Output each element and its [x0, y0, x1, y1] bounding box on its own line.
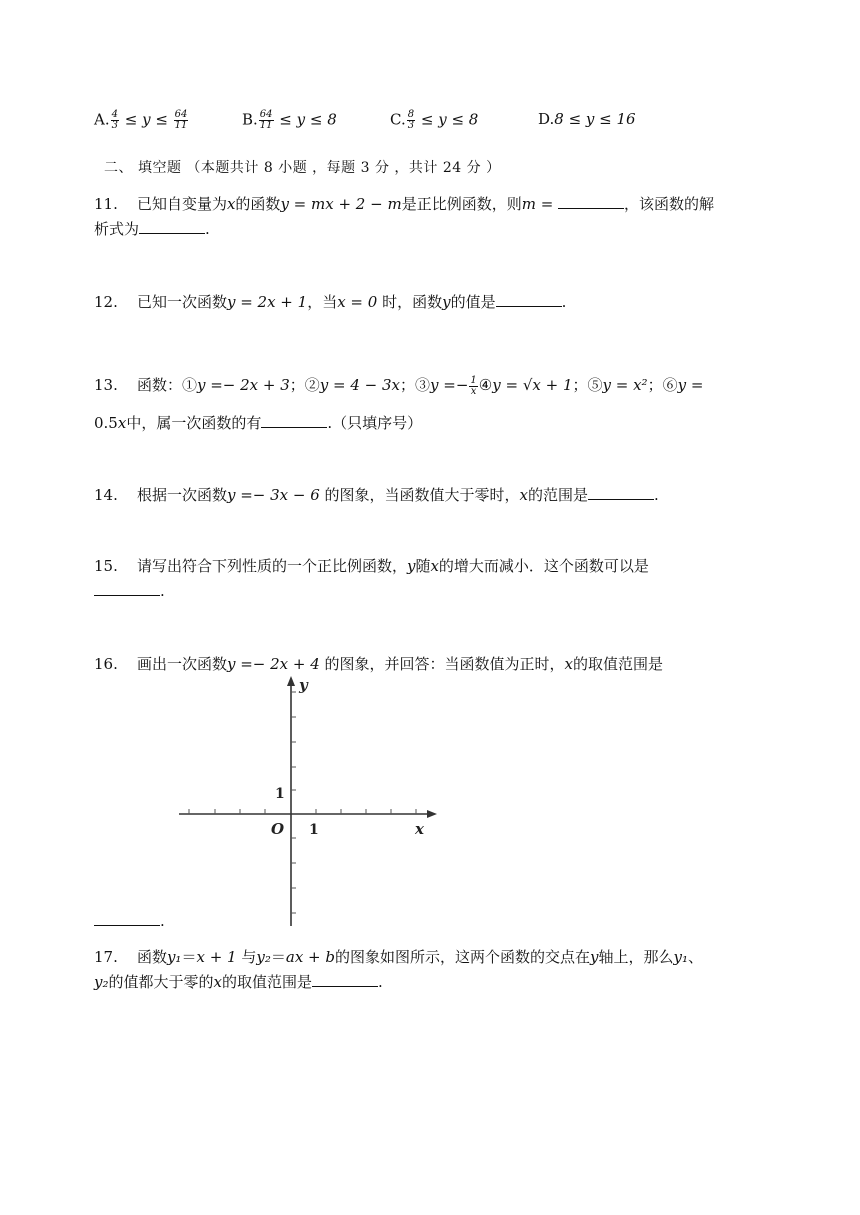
- q13-text: 0.5: [94, 414, 118, 432]
- q11-number: 11.: [94, 195, 118, 213]
- x-axis-arrow: [427, 810, 437, 818]
- q14-number: 14.: [94, 486, 118, 504]
- option-c-frac: $\frac{8}{3}$: [407, 109, 415, 131]
- q16-answer-blank[interactable]: [94, 911, 160, 926]
- q14-text: .: [654, 486, 659, 504]
- q12-math: y: [442, 293, 451, 311]
- option-d: [538, 110, 636, 128]
- q11-math: x: [226, 195, 236, 213]
- q15-text: .: [160, 582, 165, 600]
- option-c: [390, 110, 478, 131]
- option-a-mid: ≤ y ≤: [119, 110, 173, 129]
- q17-text: .: [378, 973, 383, 991]
- q17-math: y₂: [256, 948, 271, 966]
- q11-text: 已知自变量为: [136, 195, 227, 213]
- q17-text: 的取值范围是: [221, 973, 312, 991]
- q17-text: 、: [688, 948, 704, 966]
- y-tick-label-1: 1: [275, 786, 285, 802]
- q15-math: x: [430, 557, 439, 575]
- option-c-rest: ≤ y ≤ 8: [416, 110, 479, 129]
- q11-math: m =: [521, 195, 559, 213]
- question-13: [94, 373, 800, 397]
- q17-text: 轴上，那么: [598, 948, 674, 966]
- q16-number: 16.: [94, 655, 118, 673]
- q16-math: x: [564, 655, 574, 673]
- question-16-line2: [94, 909, 800, 933]
- q13-text: .（只填序号）: [327, 414, 423, 432]
- option-a-frac2: $\frac{64}{11}$: [174, 109, 188, 131]
- option-b-letter: B.: [242, 110, 258, 129]
- q12-math: y = 2x + 1: [226, 293, 308, 311]
- q13-math: y = √x + 1: [492, 376, 573, 394]
- q14-text: 的图象，当函数值大于零时，: [319, 486, 520, 504]
- q17-number: 17.: [94, 948, 118, 966]
- q13-math: y = x²: [602, 376, 648, 394]
- q11-text: ，该函数的解: [624, 195, 715, 213]
- q11-math: y = mx + 2 − m: [280, 195, 402, 213]
- question-17-line2: [94, 970, 800, 994]
- q11-answer-blank-2[interactable]: [139, 219, 205, 234]
- q17-text: 的图象如图所示，这两个函数的交点在: [334, 948, 590, 966]
- q17-answer-blank[interactable]: [312, 972, 378, 987]
- q12-text: 时，函数: [377, 293, 443, 311]
- option-a-frac: $\frac{4}{3}$: [111, 109, 118, 131]
- q13-number: 13.: [94, 376, 118, 394]
- q13-text: ④: [478, 376, 493, 394]
- q13-text: ；②: [289, 376, 320, 394]
- q13-math: y = 4 − 3x: [319, 376, 401, 394]
- x-tick-label-1: 1: [309, 822, 319, 838]
- q13-math: y =−: [430, 376, 469, 394]
- q14-text: 的范围是: [528, 486, 589, 504]
- option-d-rest: 8 ≤ y ≤ 16: [554, 110, 636, 128]
- q17-math: y₁: [166, 948, 182, 966]
- q12-number: 12.: [94, 293, 118, 311]
- option-d-letter: D.: [538, 110, 555, 128]
- q14-answer-blank[interactable]: [588, 485, 654, 500]
- q13-answer-blank[interactable]: [261, 413, 327, 428]
- q11-text: .: [205, 220, 210, 238]
- question-11: [94, 192, 800, 216]
- q16-text: 的图象，并回答：当函数值为正时，: [319, 655, 565, 673]
- q17-text: ＝: [270, 948, 286, 966]
- q17-math: ax + b: [285, 948, 335, 966]
- q17-text: 的值都大于零的: [108, 973, 214, 991]
- q17-math: y: [590, 948, 599, 966]
- q12-answer-blank[interactable]: [496, 292, 562, 307]
- coordinate-grid: [175, 672, 440, 932]
- q16-math: y =− 2x + 4: [226, 655, 320, 673]
- q11-text: 析式为: [94, 220, 140, 238]
- question-17: [94, 945, 800, 969]
- q13-math: y =: [677, 376, 704, 394]
- q13-text: 中，属一次函数的有: [126, 414, 262, 432]
- q17-math: y₂: [94, 973, 109, 991]
- q13-text: ；③: [400, 376, 431, 394]
- q14-math: y =− 3x − 6: [226, 486, 320, 504]
- option-c-letter: C.: [390, 110, 406, 129]
- question-11-line2: [94, 217, 800, 241]
- x-axis-label: x: [415, 820, 424, 838]
- q13-text: ；⑥: [647, 376, 678, 394]
- q15-math: y: [406, 557, 416, 575]
- option-b-frac: $\frac{64}{11}$: [259, 109, 273, 131]
- q16-text: .: [160, 912, 165, 930]
- option-a: [94, 110, 189, 131]
- q12-text: ，当: [307, 293, 338, 311]
- q14-math: x: [519, 486, 529, 504]
- q16-text: 的取值范围是: [573, 655, 664, 673]
- question-15: [94, 554, 800, 578]
- q12-text: 已知一次函数: [136, 293, 227, 311]
- q12-text: .: [561, 293, 567, 311]
- q13-math: y =− 2x + 3: [196, 376, 290, 394]
- q17-math: x + 1: [196, 948, 237, 966]
- q12-math: x = 0: [337, 293, 378, 311]
- question-12: [94, 290, 800, 314]
- q17-text: ＝: [181, 948, 197, 966]
- q13-frac: $\frac{1}{x}$: [470, 374, 477, 397]
- q15-text: 的增大而减小．这个函数可以是: [438, 557, 649, 575]
- q17-text: 与: [236, 948, 257, 966]
- y-axis-arrow: [287, 676, 295, 686]
- q11-answer-blank-1[interactable]: [558, 194, 624, 209]
- q13-text: ；⑤: [572, 376, 603, 394]
- q16-text: 画出一次函数: [136, 655, 227, 673]
- q17-text: 函数: [136, 948, 167, 966]
- q12-text: 的值是: [450, 293, 496, 311]
- option-a-letter: A.: [94, 110, 110, 129]
- y-axis-label: y: [299, 676, 308, 694]
- question-13-line2: [94, 411, 800, 435]
- origin-label: O: [271, 820, 285, 838]
- option-b-rest: ≤ y ≤ 8: [274, 110, 337, 129]
- question-15-line2: [94, 579, 800, 603]
- q15-number: 15.: [94, 557, 118, 575]
- q13-math: x: [117, 414, 127, 432]
- q14-text: 根据一次函数: [136, 486, 227, 504]
- q15-text: 请写出符合下列性质的一个正比例函数，: [136, 557, 407, 575]
- option-b: [242, 110, 337, 131]
- q15-text: 随: [415, 557, 431, 575]
- q11-text: 的函数: [235, 195, 281, 213]
- q17-math: y₁: [673, 948, 688, 966]
- q17-math: x: [213, 973, 222, 991]
- question-14: [94, 483, 800, 507]
- q15-answer-blank[interactable]: [94, 581, 160, 596]
- q11-text: 是正比例函数，则: [401, 195, 522, 213]
- section-header: 二、 填空题 （本题共计 8 小题 ，每题 3 分 ，共计 24 分 ）: [104, 160, 501, 176]
- q13-text: 函数：①: [136, 376, 197, 394]
